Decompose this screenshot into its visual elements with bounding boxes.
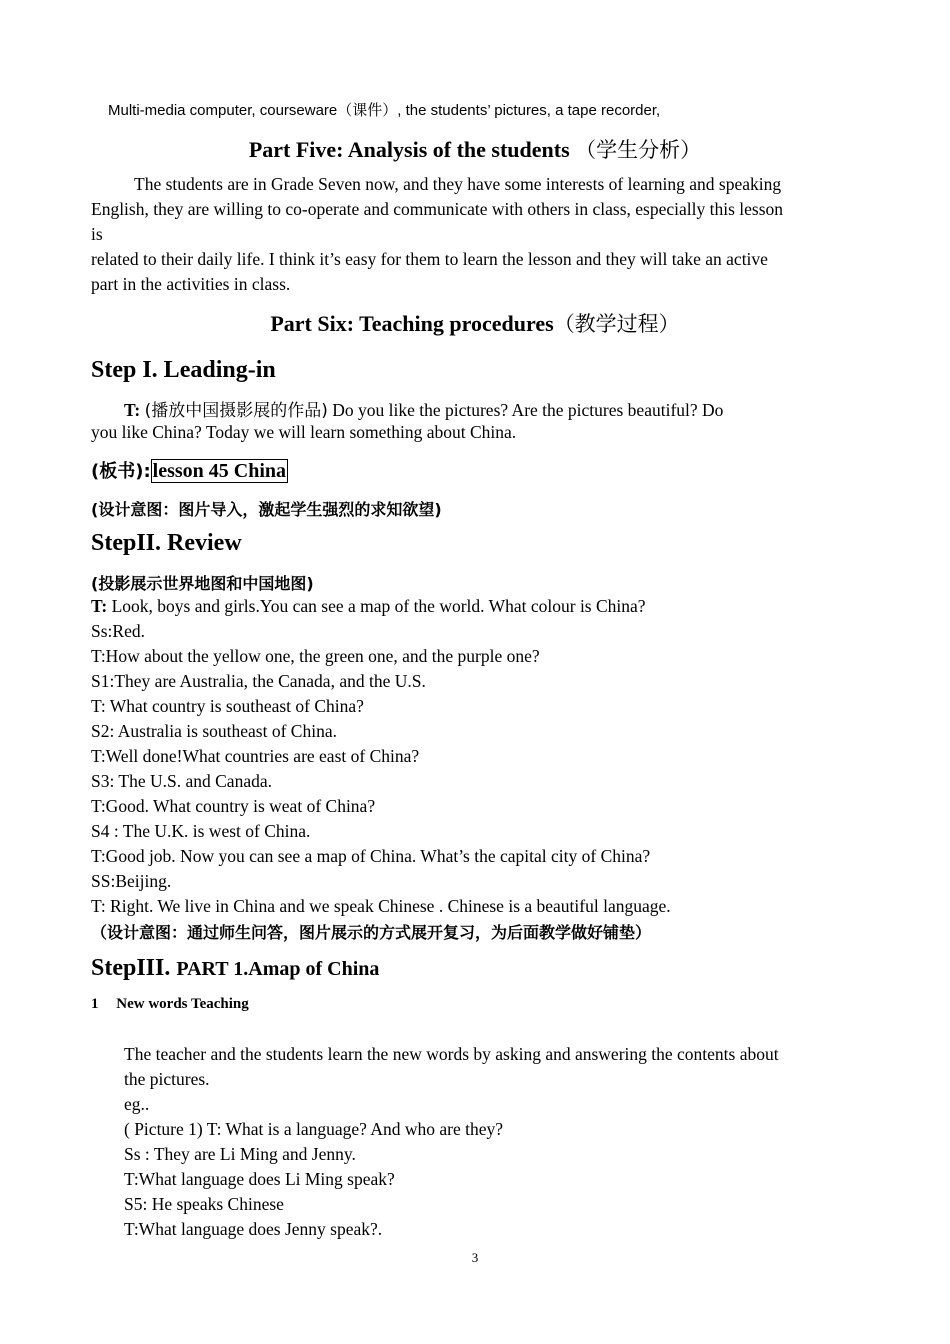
example-line: T:What language does Jenny speak?.: [124, 1219, 383, 1239]
teacher-label: T:: [91, 596, 108, 616]
part-five-para-line: part in the activities in class.: [91, 274, 291, 294]
step-three-label: StepIII.: [91, 955, 171, 981]
step-one-heading: Step I. Leading-in: [91, 357, 276, 383]
subheading-title: New words Teaching: [116, 996, 249, 1012]
part-five-para-line: is: [91, 224, 103, 244]
teacher-question: Do you like the pictures? Are the pictures beautiful? Do: [332, 400, 724, 420]
materials-line: Multi-media computer, courseware（课件）, the students’ pictures, a tape recorder,: [108, 102, 661, 119]
dialogue-line: SS:Beijing.: [91, 871, 172, 891]
example-line: ( Picture 1) T: What is a language? And who are they?: [124, 1119, 503, 1139]
board-text-box: lesson 45 China: [152, 460, 287, 482]
dialogue-line: [91, 596, 646, 617]
step-one-teacher-line: [124, 396, 723, 421]
board-label: (板书):: [91, 461, 151, 482]
teacher-label: T:: [124, 400, 141, 420]
step-two-cn-note: (投影展示世界地图和中国地图): [91, 574, 314, 593]
dialogue-line: S2: Australia is southeast of China.: [91, 721, 337, 741]
dialogue-line: Ss:Red.: [91, 621, 145, 641]
step-one-teacher-line-2: you like China? Today we will learn something about China.: [91, 422, 517, 442]
new-words-subheading: [91, 996, 249, 1013]
teacher-cn-note: (播放中国摄影展的作品): [144, 401, 328, 421]
step-two-intent: （设计意图：通过师生问答，图片展示的方式展开复习，为后面教学做好铺垫）: [91, 923, 652, 942]
example-line: eg..: [124, 1094, 150, 1114]
step-three-intro-line: The teacher and the students learn the new words by asking and answering the contents about: [124, 1044, 779, 1064]
example-line: T:What language does Li Ming speak?: [124, 1169, 395, 1189]
example-line: S5: He speaks Chinese: [124, 1194, 284, 1214]
part-six-title: Part Six: Teaching procedures: [270, 311, 554, 336]
part-five-title: Part Five: Analysis of the students: [248, 137, 570, 162]
part-five-title-cn: （学生分析）: [575, 138, 702, 162]
dialogue-line: T:Well done!What countries are east of China?: [91, 746, 420, 766]
part-six-title-cn: （教学过程）: [553, 312, 680, 336]
dialogue-line: S4 : The U.K. is west of China.: [91, 821, 311, 841]
part-five-para-line: The students are in Grade Seven now, and they have some interests of learning and speaking: [134, 174, 782, 194]
dialogue-line: S3: The U.S. and Canada.: [91, 771, 272, 791]
dialogue-line: T:Good. What country is weat of China?: [91, 796, 376, 816]
page-number: 3: [471, 1250, 479, 1265]
dialogue-line: T: Right. We live in China and we speak Chinese . Chinese is a beautiful language.: [91, 896, 671, 916]
part-five-para-line: related to their daily life. I think it’s easy for them to learn the lesson and they will take an active: [91, 249, 768, 269]
dialogue-line: S1:They are Australia, the Canada, and the U.S.: [91, 671, 426, 691]
part-six-heading: [0, 308, 950, 338]
dialogue-text: Look, boys and girls.You can see a map of the world. What colour is China?: [107, 596, 646, 616]
step-three-part-title: PART 1.Amap of China: [176, 958, 380, 980]
dialogue-line: T:Good job. Now you can see a map of China. What’s the capital city of China?: [91, 846, 651, 866]
step-three-intro-line: the pictures.: [124, 1069, 210, 1089]
step-one-intent: (设计意图：图片导入，激起学生强烈的求知欲望): [91, 500, 442, 519]
example-line: Ss : They are Li Ming and Jenny.: [124, 1144, 356, 1164]
dialogue-line: T:How about the yellow one, the green one, and the purple one?: [91, 646, 540, 666]
subheading-number: 1: [91, 996, 99, 1012]
part-five-para-line: English, they are willing to co-operate and communicate with others in class, especially this lesson: [91, 199, 784, 219]
step-two-heading: StepII. Review: [91, 530, 242, 556]
board-writing: [91, 457, 288, 483]
part-five-heading: [0, 134, 950, 164]
step-three-heading: [91, 955, 379, 982]
dialogue-line: T: What country is southeast of China?: [91, 696, 364, 716]
